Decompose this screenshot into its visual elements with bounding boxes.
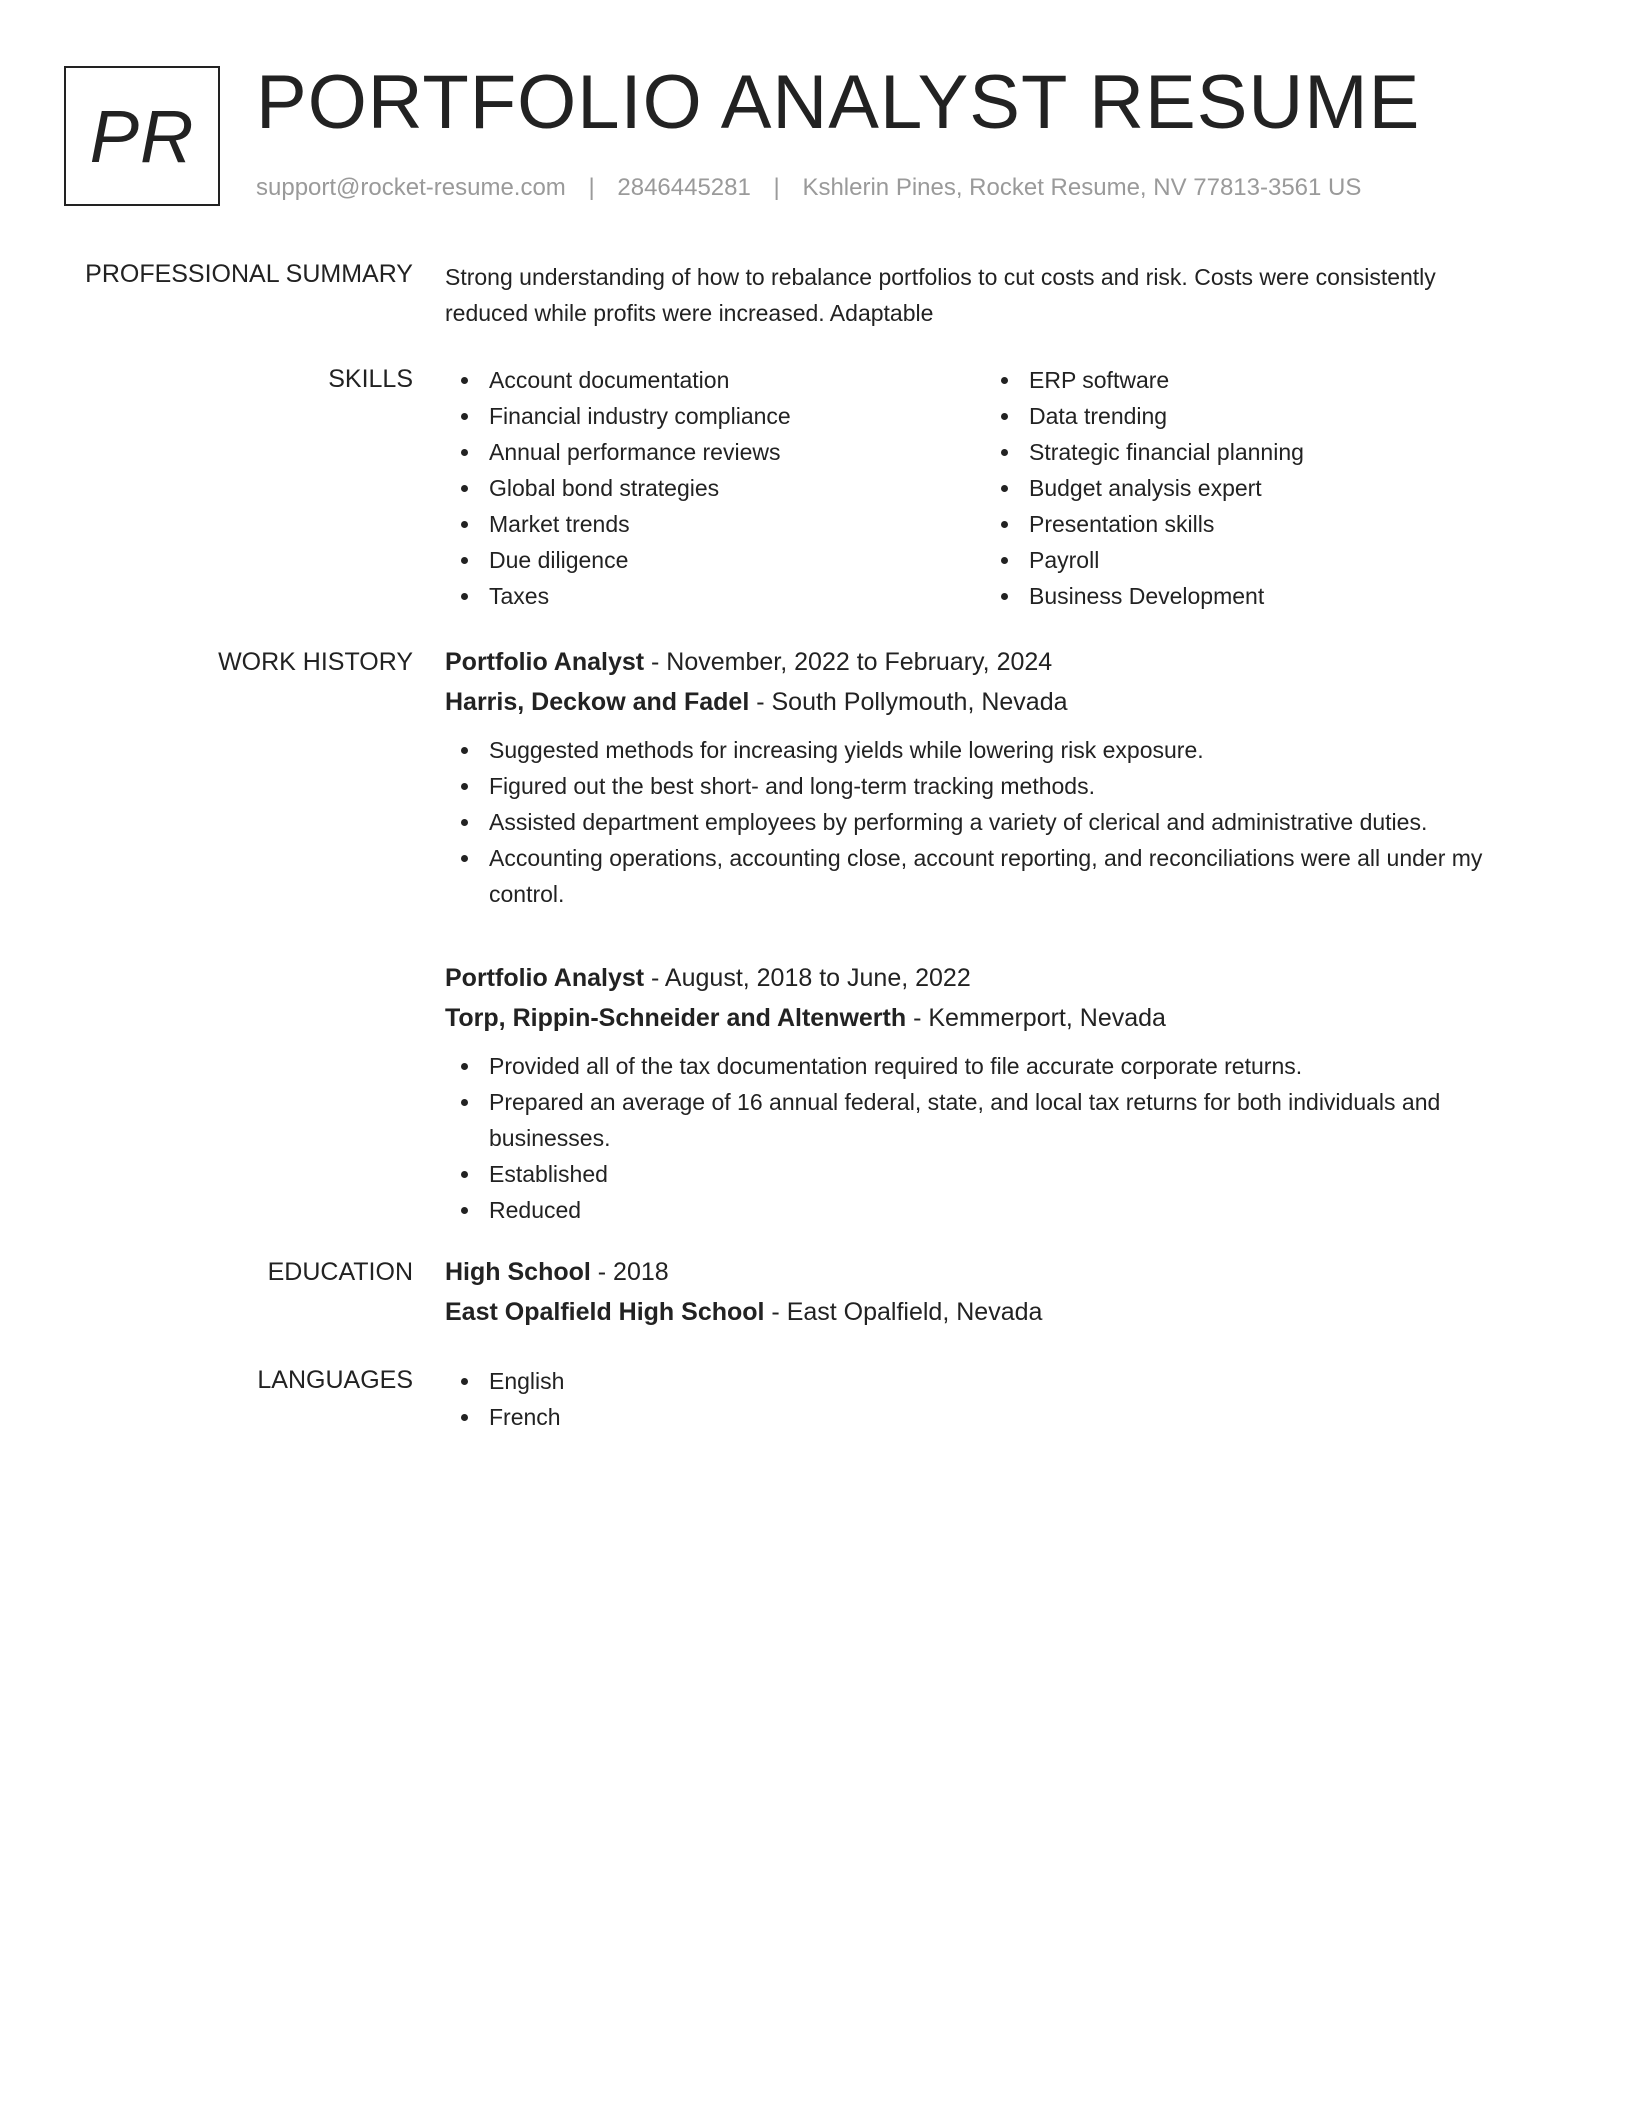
education-degree-line [445,1252,1525,1292]
skill-item: Global bond strategies [445,470,985,506]
education-location: - East Opalfield, Nevada [764,1298,1043,1326]
languages-heading: LANGUAGES [257,1366,413,1394]
skill-item: Taxes [445,578,985,614]
education-body [445,1252,1525,1332]
education-school: East Opalfield High School [445,1298,765,1326]
job-duty: Prepared an average of 16 annual federal, state, and local tax returns for both individuals and businesses. [445,1084,1525,1156]
job-entry [445,642,1525,912]
job-dates: - August, 2018 to June, 2022 [644,964,971,992]
summary-heading: PROFESSIONAL SUMMARY [85,260,413,288]
job-company-line [445,682,1525,722]
skill-item: ERP software [985,362,1525,398]
job-dates: - November, 2022 to February, 2024 [644,648,1053,676]
contact-email[interactable]: support@rocket-resume.com [256,174,566,201]
education-heading: EDUCATION [267,1258,413,1286]
job-company: Harris, Deckow and Fadel [445,688,750,716]
language-item: English [445,1363,1525,1399]
job-role: Portfolio Analyst [445,964,645,992]
skills-heading: SKILLS [328,365,413,393]
job-duty: Figured out the best short- and long-term tracking methods. [445,768,1525,804]
job-duty: Provided all of the tax documentation required to file accurate corporate returns. [445,1048,1525,1084]
skill-item: Account documentation [445,362,985,398]
skill-item: Annual performance reviews [445,434,985,470]
contact-separator: | [588,174,595,201]
skills-body [445,362,1525,614]
summary-text: Strong understanding of how to rebalance portfolios to cut costs and risk. Costs were consistently reduced while profits were increased. Adaptable [445,264,1436,326]
job-location: - Kemmerport, Nevada [906,1004,1166,1032]
job-duty: Suggested methods for increasing yields while lowering risk exposure. [445,732,1525,768]
work-heading: WORK HISTORY [218,648,413,676]
languages-body [445,1363,1525,1435]
summary-body [445,259,1525,331]
skill-item: Financial industry compliance [445,398,985,434]
job-location: - South Pollymouth, Nevada [749,688,1068,716]
job-duty: Accounting operations, accounting close, account reporting, and reconciliations were all under my control. [445,840,1525,912]
contact-address: Kshlerin Pines, Rocket Resume, NV 77813-3561 US [802,174,1362,201]
job-duty: Established [445,1156,1525,1192]
job-duty: Assisted department employees by performing a variety of clerical and administrative duties. [445,804,1525,840]
resume-title: PORTFOLIO ANALYST RESUME [256,60,1421,145]
job-entry [445,958,1525,1228]
skills-column-left [445,362,985,614]
job-company: Torp, Rippin-Schneider and Altenwerth [445,1004,907,1032]
contact-phone[interactable]: 2846445281 [617,174,751,201]
skill-item: Due diligence [445,542,985,578]
job-role: Portfolio Analyst [445,648,645,676]
skill-item: Payroll [985,542,1525,578]
job-title-line [445,958,1525,998]
skill-item: Strategic financial planning [985,434,1525,470]
skill-item: Data trending [985,398,1525,434]
education-year: - 2018 [590,1258,669,1286]
work-body [445,642,1525,1274]
skill-item: Budget analysis expert [985,470,1525,506]
contact-separator: | [773,174,780,201]
skill-item: Business Development [985,578,1525,614]
monogram-logo: PR [64,66,220,206]
education-school-line [445,1292,1525,1332]
language-item: French [445,1399,1525,1435]
contact-line [256,174,1361,202]
job-company-line [445,998,1525,1038]
education-degree: High School [445,1258,591,1286]
skills-column-right [985,362,1525,614]
skill-item: Market trends [445,506,985,542]
job-duty: Reduced [445,1192,1525,1228]
skill-item: Presentation skills [985,506,1525,542]
job-title-line [445,642,1525,682]
